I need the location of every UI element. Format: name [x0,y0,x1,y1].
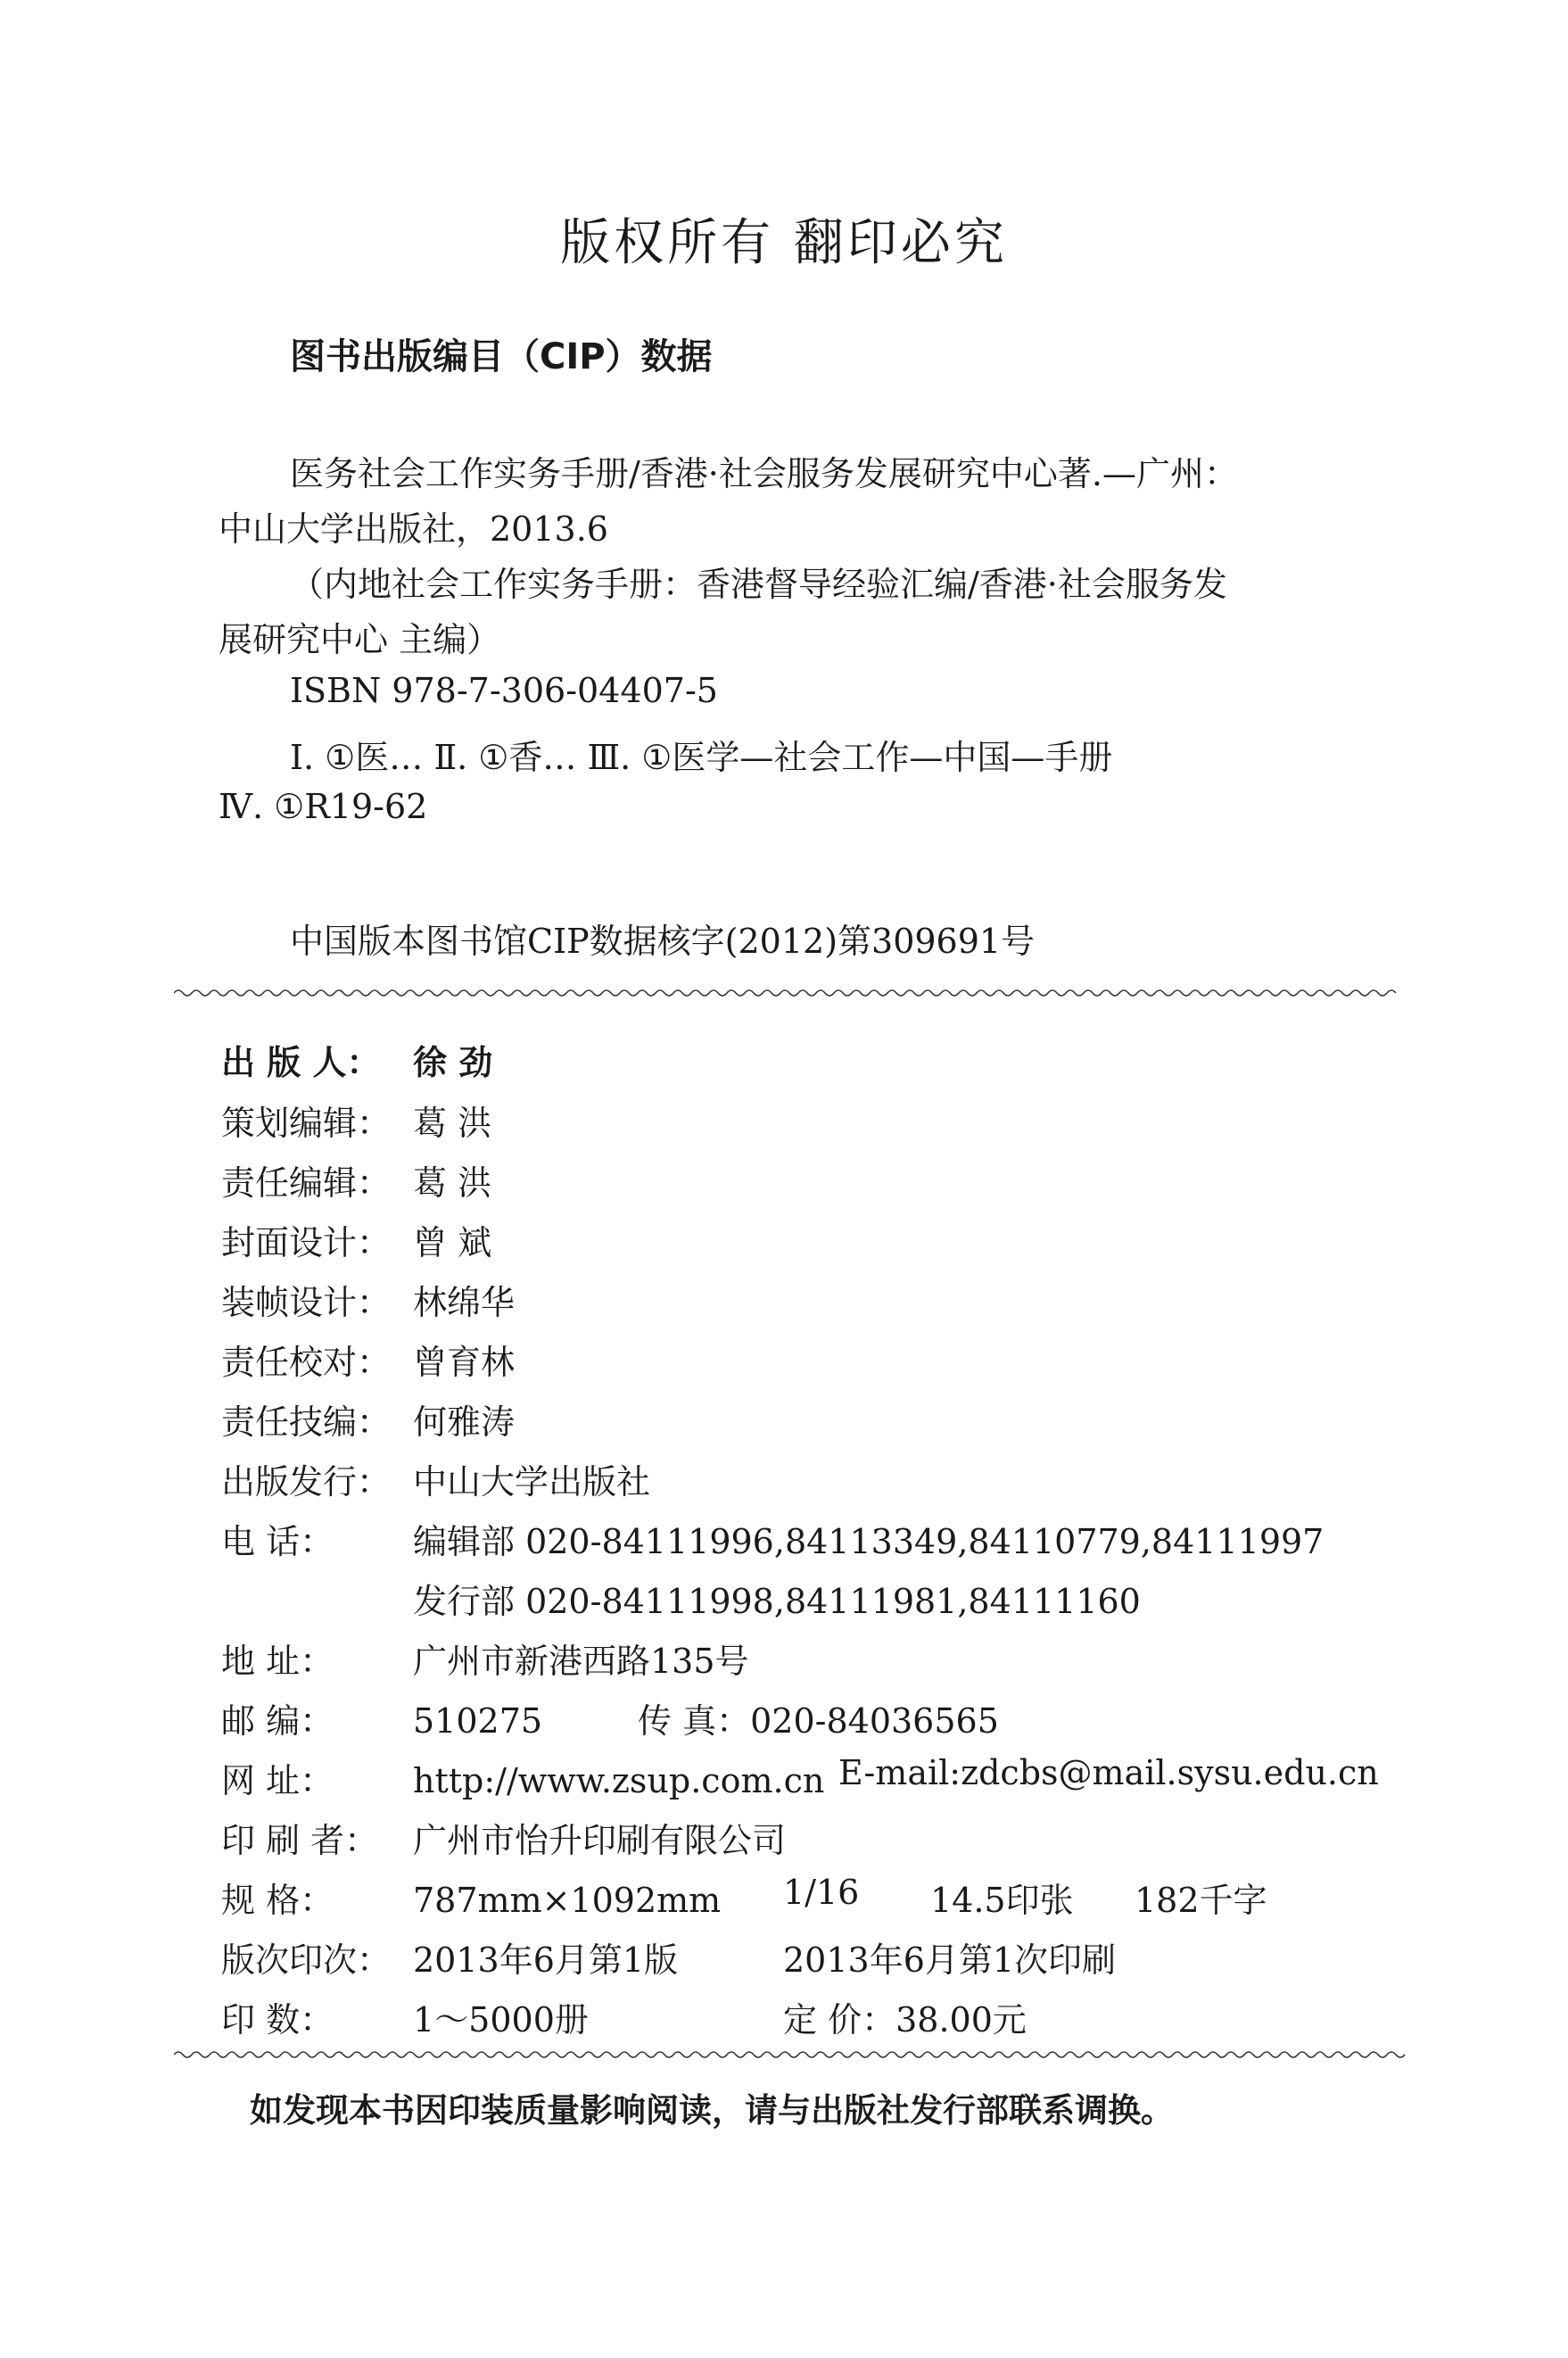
credit-printer [221,1813,786,1862]
credit-web-value: http://www.zsup.com.cn [413,1761,825,1800]
credit-postcode-value: 510275 [413,1701,543,1741]
credit-phone-distribution: 发行部 020-84111998,84111981,84111160 [413,1582,1141,1621]
credit-edition-value: 2013年6月第1版 [413,1940,679,1980]
cip-isbn: ISBN 978-7-306-04407-5 [290,671,718,710]
credit-phone-label: 电 话： [221,1522,334,1561]
credit-distributor-value: 中山大学出版社 [413,1462,651,1502]
credit-cover-value: 曾 斌 [413,1223,492,1262]
credit-responsible-editor [221,1155,491,1204]
credit-proofreader [221,1335,515,1384]
credit-technical-editor [221,1394,515,1444]
credit-spec-sheets: 14.5印张 [930,1881,1074,1920]
credit-price [783,1992,1027,2041]
credit-publisher [221,1035,492,1084]
credit-fax-value: 020-84036565 [750,1701,999,1741]
credit-fax [638,1693,999,1742]
credit-address-value: 广州市新港西路135号 [413,1642,749,1681]
page-title: 版权所有 翻印必究 [560,214,1008,272]
cip-line-1: 医务社会工作实务手册/香港·社会服务发展研究中心著.—广州： [290,454,1238,493]
credit-tech-value: 何雅涛 [413,1402,516,1442]
credit-count-label: 印 数： [221,2000,334,2039]
credit-spec-words: 182千字 [1135,1881,1267,1920]
credit-publisher-label: 出 版 人： [221,1043,381,1082]
credit-binding-label: 装帧设计： [221,1283,392,1322]
cip-classification-2: Ⅳ. ①R19-62 [219,787,428,826]
credit-editor-value: 葛 洪 [413,1163,492,1203]
credit-phone [221,1514,1324,1563]
cip-heading: 图书出版编目（CIP）数据 [290,336,713,377]
credit-proof-label: 责任校对： [221,1343,392,1382]
wavy-divider-bottom [174,2048,1405,2061]
credit-edition-label: 版次印次： [221,1940,392,1980]
credit-binding-design [221,1275,515,1324]
credit-planning-value: 葛 洪 [413,1104,492,1143]
credit-print-count [221,1992,589,2041]
credit-phone-editorial: 编辑部 020-84111996,84113349,84110779,84111997 [413,1522,1325,1561]
credit-spec-format: 1/16 [783,1873,860,1912]
credit-distributor [221,1454,650,1503]
credit-fax-label: 传 真： [638,1701,751,1741]
credit-web-label: 网 址： [221,1761,334,1800]
cip-approval-number: 中国版本图书馆CIP数据核字(2012)第309691号 [290,922,1036,961]
credit-printing: 2013年6月第1次印刷 [783,1940,1117,1980]
credit-price-value: 38.00元 [895,2000,1027,2039]
credit-price-label: 定 价： [783,2000,896,2039]
credit-editor-label: 责任编辑： [221,1163,392,1203]
credit-cover-label: 封面设计： [221,1223,392,1262]
credit-postcode-label: 邮 编： [221,1701,334,1741]
credit-edition [221,1932,678,1982]
credit-planning-label: 策划编辑： [221,1104,392,1143]
credit-printer-label: 印 刷 者： [221,1821,379,1860]
credit-proof-value: 曾育林 [413,1343,516,1382]
credit-spec-label: 规 格： [221,1881,334,1920]
wavy-divider-top [174,987,1405,999]
credit-tech-label: 责任技编： [221,1402,392,1442]
credit-postcode [221,1693,542,1742]
cip-line-2: 中山大学出版社，2013.6 [219,509,608,549]
credit-cover-design [221,1215,491,1264]
credit-email: E-mail:zdcbs@mail.sysu.edu.cn [838,1753,1379,1792]
credit-address-label: 地 址： [221,1642,334,1681]
credit-spec-size: 787mm×1092mm [413,1881,722,1920]
cip-classification-1: Ⅰ. ①医… Ⅱ. ①香… Ⅲ. ①医学—社会工作—中国—手册 [290,738,1113,777]
credit-printer-value: 广州市怡升印刷有限公司 [413,1821,787,1860]
credit-address [221,1634,749,1683]
credit-binding-value: 林绵华 [413,1283,516,1322]
credit-specification [221,1873,721,1922]
cip-line-3: （内地社会工作实务手册：香港督导经验汇编/香港·社会服务发 [290,565,1227,604]
credit-publisher-value: 徐 劲 [413,1043,493,1082]
credit-planning-editor [221,1096,491,1145]
cip-line-4: 展研究中心 主编） [219,620,501,659]
credit-distributor-label: 出版发行： [221,1462,392,1502]
print-quality-notice: 如发现本书因印装质量影响阅读，请与出版社发行部联系调换。 [250,2091,1174,2130]
credit-website [221,1753,824,1802]
credit-count-value: 1～5000册 [413,2000,589,2039]
